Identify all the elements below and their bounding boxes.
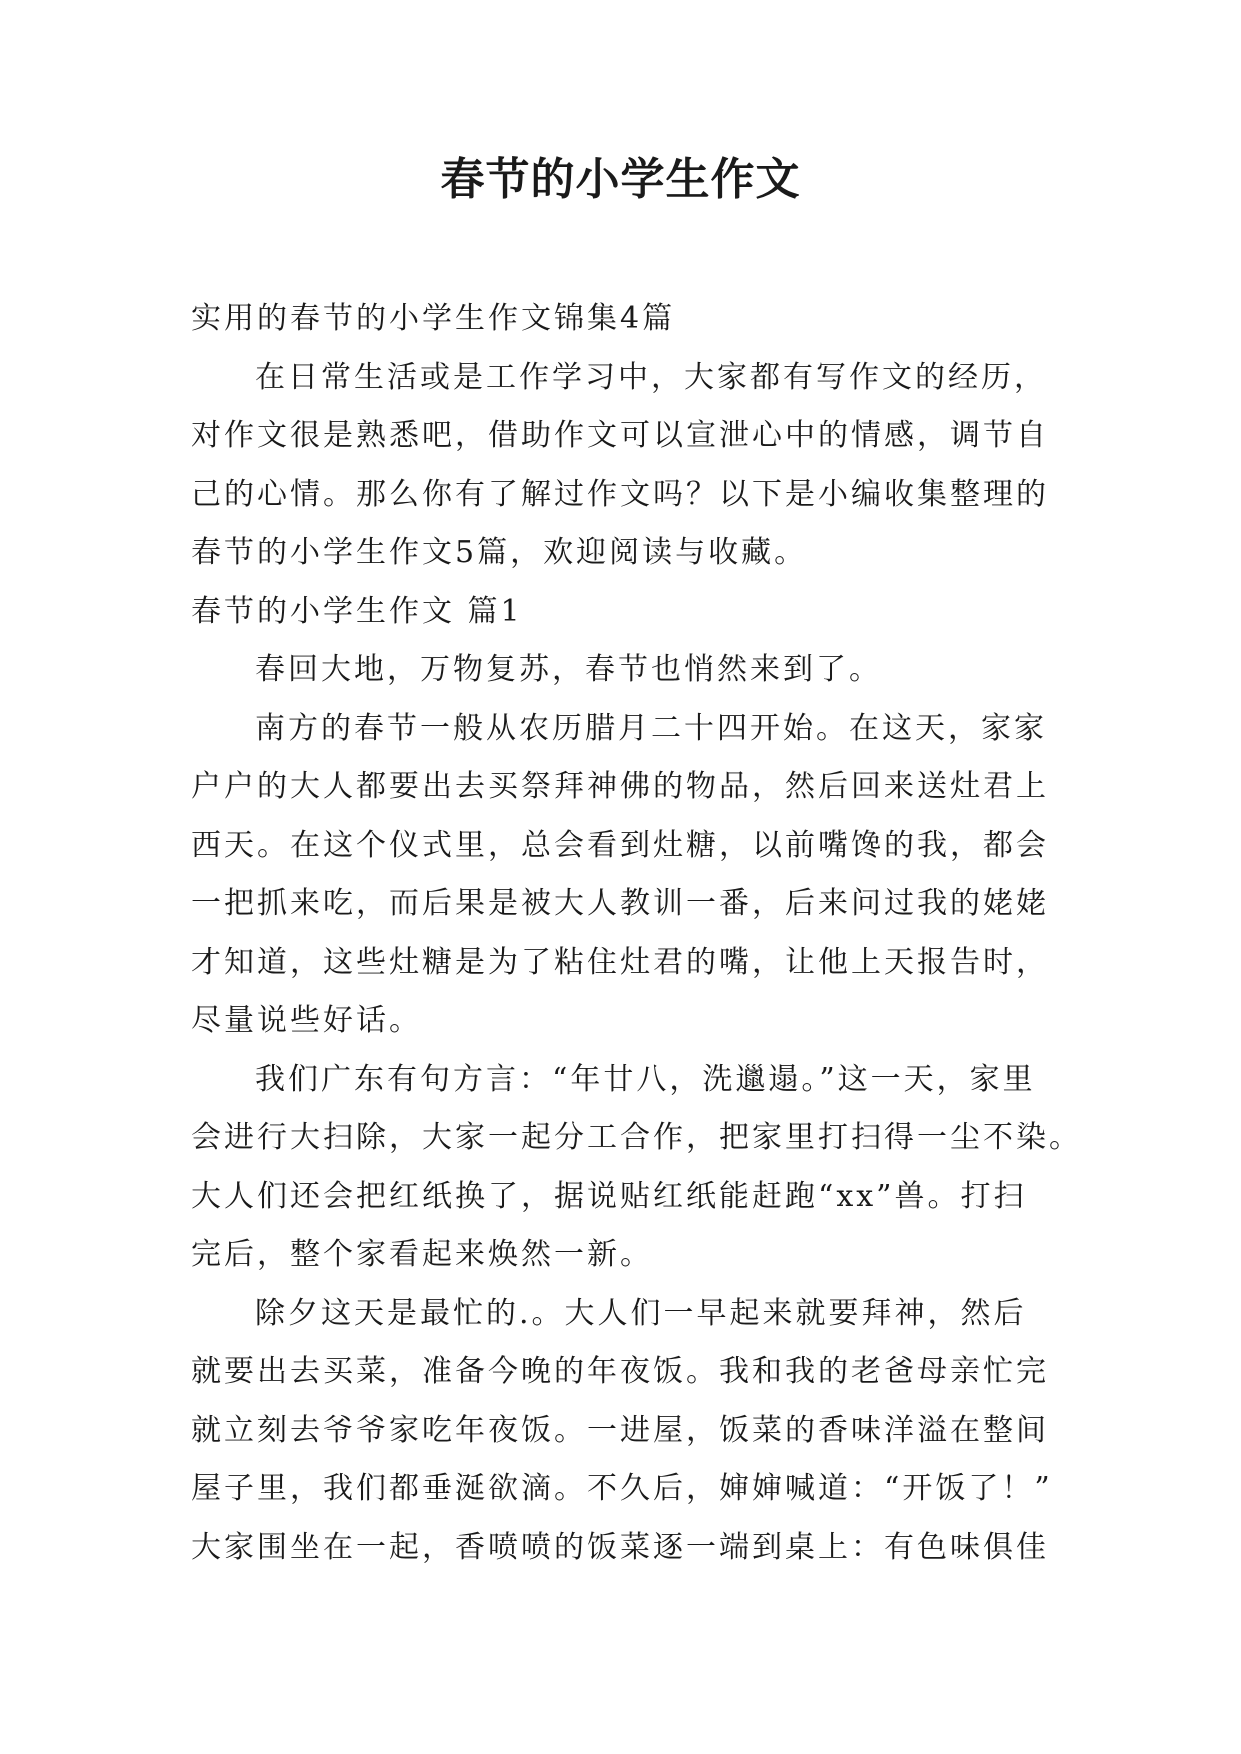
text-line: 大人们还会把红纸换了，据说贴红纸能赶跑“xx”兽。打扫 [191, 1178, 1027, 1214]
text-line: 尽量说些好话。 [191, 1003, 422, 1038]
document-subtitle: 实用的春节的小学生作文锦集4篇 [191, 301, 676, 336]
section-heading: 春节的小学生作文 篇1 [191, 593, 523, 629]
text-line: 春节的小学生作文5篇，欢迎阅读与收藏。 [191, 535, 808, 570]
text-line: 西天。在这个仪式里，总会看到灶糖，以前嘴馋的我，都会 [191, 827, 1049, 863]
text-line: 户户的大人都要出去买祭拜神佛的物品，然后回来送灶君上 [191, 769, 1049, 804]
text-line: 一把抓来吃，而后果是被大人教训一番，后来问过我的姥姥 [191, 886, 1049, 921]
document-title: 春节的小学生作文 [440, 154, 801, 205]
paragraph [191, 641, 1051, 700]
text-line: 才知道，这些灶糖是为了粘住灶君的嘴，让他上天报告时， [191, 944, 1049, 980]
intro-paragraph [191, 349, 1051, 583]
text-line: 屋子里，我们都垂涎欲滴。不久后，婶婶喊道：“开饭了！” [191, 1471, 1053, 1506]
text-line: 除夕这天是最忙的.。大人们一早起来就要拜神，然后 [255, 1295, 1027, 1331]
text-line: 会进行大扫除，大家一起分工合作，把家里打扫得一尘不染。 [191, 1120, 1082, 1155]
text-line: 就要出去买菜，准备今晚的年夜饭。我和我的老爸母亲忙完 [191, 1354, 1049, 1389]
paragraph [191, 1285, 1051, 1578]
text-line: 南方的春节一般从农历腊月二十四开始。在这天，家家 [255, 710, 1047, 746]
document-body [191, 290, 1082, 1577]
text-line: 就立刻去爷爷家吃年夜饭。一进屋，饭菜的香味洋溢在整间 [191, 1412, 1049, 1448]
text-line: 我们广东有句方言：“年廿八，洗邋遢。”这一天，家里 [255, 1061, 1036, 1097]
text-line: 大家围坐在一起，香喷喷的饭菜逐一端到桌上：有色味俱佳 [191, 1529, 1049, 1565]
paragraph [191, 1051, 1082, 1285]
text-line: 己的心情。那么你有了解过作文吗？以下是小编收集整理的 [191, 476, 1049, 512]
paragraph [191, 700, 1051, 1051]
text-line: 在日常生活或是工作学习中，大家都有写作文的经历， [255, 359, 1047, 395]
text-line: 完后，整个家看起来焕然一新。 [191, 1237, 653, 1272]
text-line: 春回大地，万物复苏，春节也悄然来到了。 [255, 652, 882, 687]
text-line: 对作文很是熟悉吧，借助作文可以宣泄心中的情感，调节自 [191, 418, 1049, 453]
